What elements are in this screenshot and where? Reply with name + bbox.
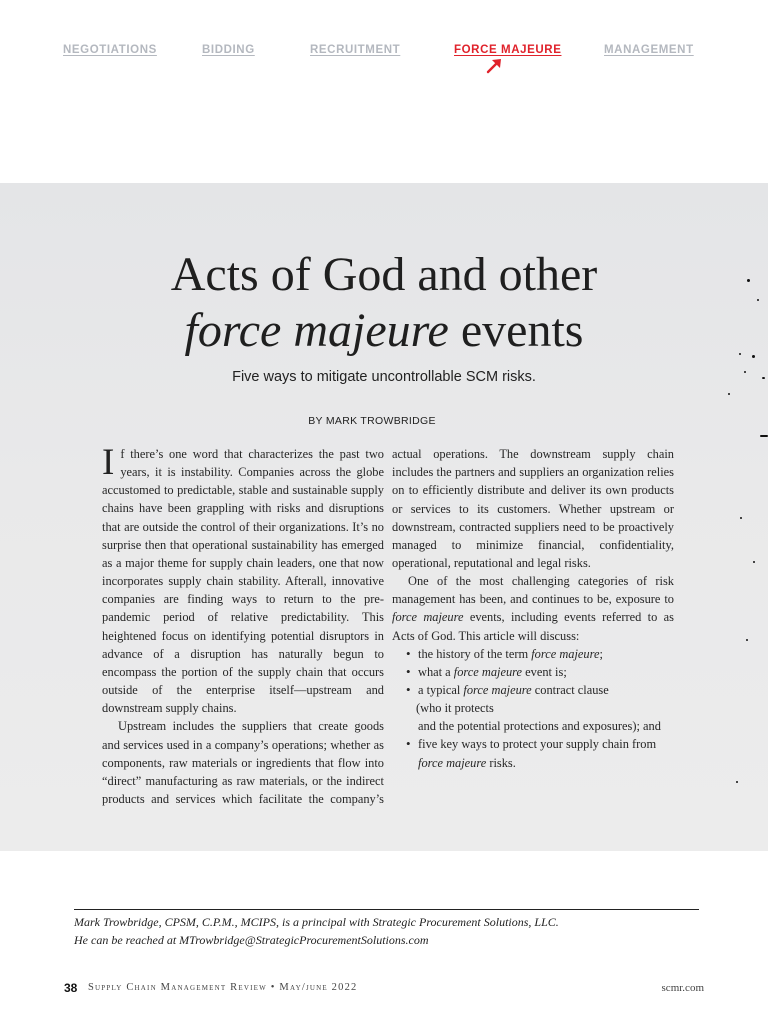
nav-item-negotiations[interactable]: NEGOTIATIONS	[63, 44, 157, 56]
bullet-3-end: contract clause	[531, 682, 609, 697]
bullet-4-text: five key ways to protect your supply chain from	[418, 737, 657, 752]
page-footer	[64, 981, 704, 997]
bullet-4-emphasis: force majeure	[418, 755, 487, 770]
footer-rule	[74, 909, 699, 910]
article-title	[0, 247, 768, 359]
bullet-3-text: a typical	[418, 682, 464, 697]
nav-item-recruitment[interactable]: RECRUITMENT	[310, 44, 401, 56]
bullet-1-text: the history of the term	[418, 646, 532, 661]
list-item	[392, 735, 674, 771]
list-item	[392, 645, 674, 663]
author-note-line-1: Mark Trowbridge, CPSM, C.P.M., MCIPS, is a principal with Strategic Procurement Solutions, LLC.	[74, 915, 559, 929]
site-url[interactable]: scmr.com	[661, 982, 704, 994]
paragraph-1	[102, 445, 384, 717]
bullet-3-line-3: and the potential protections and exposures); and	[418, 719, 661, 734]
article-column-left	[102, 445, 384, 808]
paragraph-2-continued	[392, 445, 674, 572]
bullet-2-emphasis: force majeure	[453, 664, 523, 679]
paragraph-2: Upstream includes the suppliers that create goods and services used in a company’s operations; whether as components, raw materials or ingredients that flow into “direct” manufacturing as raw materials, or the indirect products and services which facilitate the company’s	[102, 719, 384, 806]
paragraph-3-text-a: One of the most challenging categories of risk management has been, and continues to be, exposure to	[392, 574, 674, 607]
bullet-3-emphasis: force majeure	[463, 682, 532, 697]
author-note-line-2: He can be reached at MTrowbridge@StrategicProcurementSolutions.com	[74, 933, 429, 947]
title-line-2-italic: force majeure	[184, 304, 449, 357]
drop-cap: I	[102, 445, 115, 483]
author-note	[74, 913, 714, 949]
title-line-2-rest: events	[448, 304, 584, 357]
page-number: 38	[64, 981, 78, 995]
paragraph-2-flow: actual operations. The downstream supply chain includes the partners and suppliers an organization relies on to efficiently distribute and deliver its own products or services to its customers. Whether upstream or downstream, contracted suppliers need to be proactively managed to minimize financial, confidentiality, operational, reputational and legal risks.	[392, 447, 674, 570]
bullet-2-text: what a	[418, 664, 454, 679]
bullet-1-emphasis: force majeure	[531, 646, 600, 661]
nav-item-bidding[interactable]: BIDDING	[202, 44, 255, 56]
active-arrow-icon	[484, 56, 506, 74]
article-subtitle: Five ways to mitigate uncontrollable SCM risks.	[232, 369, 536, 385]
list-item	[392, 681, 674, 699]
bullet-1-end: ;	[599, 646, 603, 661]
nav-item-management[interactable]: MANAGEMENT	[604, 44, 694, 56]
list-item	[392, 663, 674, 681]
bullet-3-line-2: (who it protects	[416, 701, 494, 716]
title-line-1: Acts of God and other	[170, 248, 598, 301]
magazine-title: Supply Chain Management Review • May/june 2022	[88, 982, 358, 993]
discussion-list	[392, 645, 674, 772]
paragraph-1-text: f there’s one word that characterizes the past two years, it is instability. Companies across the globe accustomed to predictable, stable and sustainable supply chains have been grappling with risks and disruptions that are outside the control of their organizations. It’s no surprise then that operational sustainability has emerged as a major theme for supply chain leaders, one that now incorporates supply chain stability. Afterall, innovative companies are finding ways to return to the pre-pandemic period of relative predictability. This heightened focus on identifying potential disruptors in advance of a disruption has naturally begun to encompass the portion of the supply chain that occurs outside of the enterprise itself—upstream and downstream supply chains.	[102, 447, 384, 716]
paragraph-3-emphasis: force majeure	[392, 610, 464, 625]
paragraph-3	[392, 572, 674, 645]
paragraph-3-text-b: events, including events referred to as Acts of God. This article will discuss:	[392, 610, 674, 643]
bullet-4-end: risks.	[486, 755, 516, 770]
section-nav	[0, 44, 768, 74]
list-item-continued	[392, 699, 674, 717]
article-byline: BY MARK TROWBRIDGE	[308, 415, 436, 427]
nav-item-force-majeure[interactable]: FORCE MAJEURE	[454, 44, 562, 56]
list-item-continued	[392, 717, 674, 735]
bullet-2-end: event is;	[522, 664, 567, 679]
article-panel	[0, 183, 768, 851]
